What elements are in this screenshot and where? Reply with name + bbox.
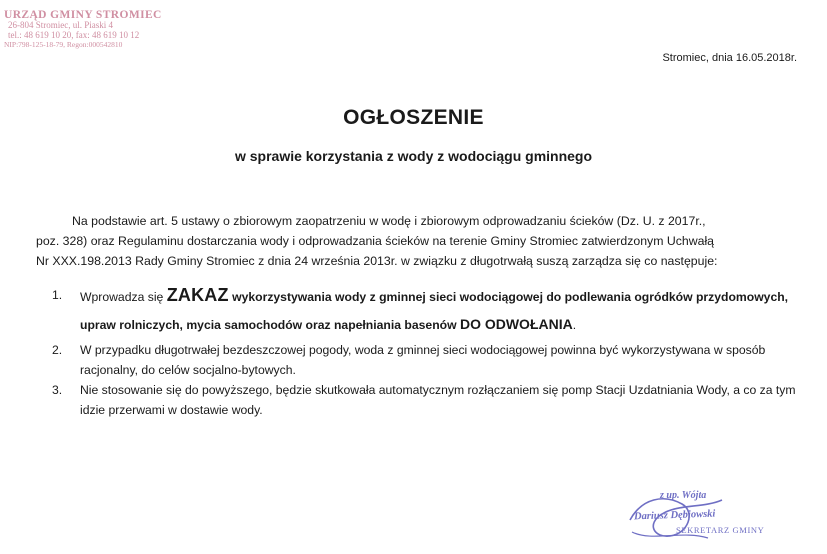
intro-line-1: Na podstawie art. 5 ustawy o zbiorowym zaopatrzeniu w wodę i zbiorowym odprowadzaniu ścieków (Dz. U. z 2017r., <box>72 214 706 228</box>
rule-1-ban-word: ZAKAZ <box>166 285 229 305</box>
stamp-ids: NIP:798-125-18-79, Regon:000542810 <box>4 40 123 49</box>
place-date: Stromiec, dnia 16.05.2018r. <box>662 52 797 64</box>
rule-item-3 <box>52 380 804 420</box>
rule-1-period: . <box>572 318 577 332</box>
rule-3-text: Nie stosowanie się do powyższego, będzie skutkowała automatycznym rozłączaniem się pomp Stacji Uzdatniania Wody, a co za tym idzie przerwami w dostawie wody. <box>80 383 796 417</box>
signature-on-behalf: z up. Wójta <box>660 490 707 501</box>
document-subtitle: w sprawie korzystania z wody z wodociągu gminnego <box>234 148 593 164</box>
stamp-office-name: URZĄD GMINY STROMIEC <box>4 9 162 21</box>
intro-line-2: poz. 328) oraz Regulaminu dostarczania wody i odprowadzania ścieków na terenie Gminy Stromiec zatwierdzonym Uchwałą <box>36 234 715 248</box>
rule-1-until-revoked: DO ODWOŁANIA <box>459 316 573 332</box>
signature-stamp <box>612 490 812 550</box>
rule-item-2 <box>52 340 804 380</box>
rule-1-intro: Wprowadza się <box>80 290 167 304</box>
rule-number: 1. <box>52 288 63 302</box>
rule-item-1 <box>52 282 804 339</box>
office-stamp <box>4 10 164 50</box>
signature-role: SEKRETARZ GMINY <box>676 525 765 535</box>
rule-number: 2. <box>52 343 63 357</box>
intro-paragraph <box>36 211 804 271</box>
stamp-address: 26-804 Stromiec, ul. Piaski 4 <box>8 20 113 30</box>
rule-2-text: W przypadku długotrwałej bezdeszczowej pogody, woda z gminnej sieci wodociągowej powinna być wykorzystywana w sposób racjonalny, do celów socjalno-bytowych. <box>80 343 766 377</box>
rule-number: 3. <box>52 383 63 397</box>
rule-1-body: wykorzystywania wody z gminnej sieci wodociągowej do podlewania ogródków przydomowych, upraw rolniczych, mycia samochodów oraz napełniania basenów <box>80 290 789 332</box>
stamp-phone: tel.: 48 619 10 20, fax: 48 619 10 12 <box>8 30 140 40</box>
intro-line-3: Nr XXX.198.2013 Rady Gminy Stromiec z dnia 24 września 2013r. w związku z długotrwałą suszą zarządza się co następuje: <box>36 254 718 268</box>
rules-list <box>52 282 804 420</box>
signature-name: Dariusz Dębiowski <box>633 508 716 523</box>
document-title: OGŁOSZENIE <box>343 106 484 129</box>
